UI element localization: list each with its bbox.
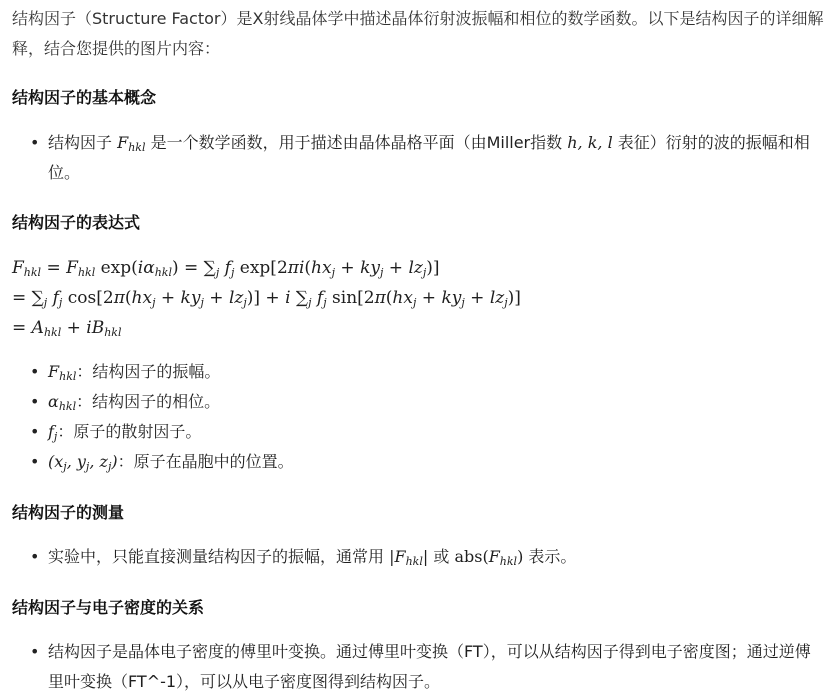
equation-line-2: = $\sum_j$ $f_j$ $\cos[2\pi(hx_j + ky_j + lz_j)] + i$ $\sum_j$ $f_j$ $\sin[2\pi(hx_j + ky_j + lz_j)]$ [12,288,521,309]
electron-density-list [30,637,825,697]
intro-paragraph: 结构因子（Structure Factor）是X射线晶体学中描述晶体衍射波振幅和相位的数学函数。以下是结构因子的详细解释，结合您提供的图片内容： [12,9,824,58]
math-miller-indices: h, k, l [567,133,613,152]
heading-basic-concept: 结构因子的基本概念 [12,88,157,107]
heading-expression: 结构因子的表达式 [12,213,141,232]
list-item: • 结构因子是晶体电子密度的傅里叶变换。通过傅里叶变换（FT），可以从结构因子得到电子密度图；通过逆傅里叶变换（FT^-1），可以从电子密度图得到结构因子。 [30,637,825,697]
list-item [30,128,825,188]
basic-concept-list [30,128,825,188]
heading-electron-density: 结构因子与电子密度的关系 [12,598,205,617]
heading-measurement: 结构因子的测量 [12,503,125,522]
expression-terms-list [30,357,825,477]
list-item: • $f_j$：原子的散射因子。 [30,417,825,447]
equation-line-1: $F_{hkl} = F_{hkl}$ $\exp(i\alpha_{hkl}) = \sum_j$ $f_j$ $\exp[2\pi i(hx_j + ky_j + lz_j)]$ [12,258,440,279]
equation-line-3: = $A_{hkl} + iB_{hkl}$ [12,318,122,339]
bullet-text-pre: 结构因子 [48,133,118,152]
list-item: • ($x_j$, $y_j$, $z_j$)：原子在晶胞中的位置。 [30,447,825,477]
list-item: • 实验中，只能直接测量结构因子的振幅，通常用 $|F_{hkl}|$ 或 $abs(F_{hkl})$ 表示。 [30,542,825,572]
bullet-text-end: 表征）衍射的波的振幅和相位。 [48,133,810,182]
bullet-text-mid: 是一个数学函数，用于描述由晶体晶格平面（由Miller指数 [145,133,568,152]
measurement-list [30,542,825,572]
list-item: • $\alpha_{hkl}$：结构因子的相位。 [30,387,825,417]
list-item: • $F_{hkl}$：结构因子的振幅。 [30,357,825,387]
math-F-hkl: $F_{hkl}$ [117,133,146,154]
